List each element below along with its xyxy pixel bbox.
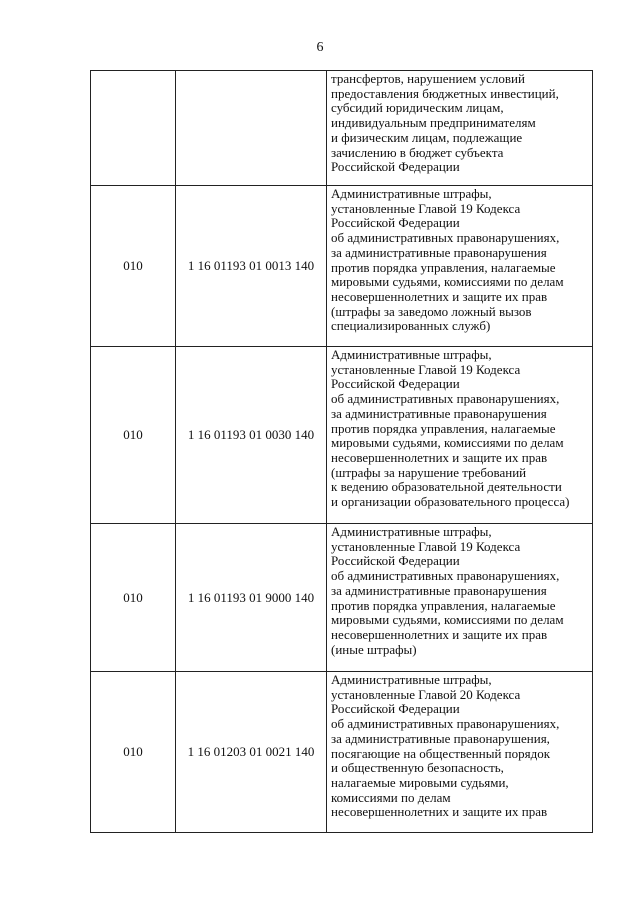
table-row: [91, 347, 593, 524]
revenue-name-cell: Административные штрафы, установленные Главой 19 Кодекса Российской Федерации об административных правонарушениях, за административные правонарушения против порядка управления, налагаемые мировыми судьями, комиссиями по делам несовершеннолетних и защите их прав (иные штрафы): [327, 524, 593, 672]
admin-code-cell: 010: [91, 347, 176, 524]
revenue-name-cell: Административные штрафы, установленные Главой 19 Кодекса Российской Федерации об административных правонарушениях, за административные правонарушения против порядка управления, налагаемые мировыми судьями, комиссиями по делам несовершеннолетних и защите их прав (штрафы за заведомо ложный вызов специализированных служб): [327, 186, 593, 347]
kbk-code-cell: 1 16 01193 01 0030 140: [176, 347, 327, 524]
admin-code-cell: 010: [91, 672, 176, 833]
kbk-code-cell: [176, 71, 327, 186]
admin-code-cell: 010: [91, 524, 176, 672]
kbk-code-cell: 1 16 01203 01 0021 140: [176, 672, 327, 833]
budget-codes-table: [90, 70, 593, 833]
page-number: 6: [316, 40, 324, 55]
revenue-name-cell: трансфертов, нарушением условий предоставления бюджетных инвестиций, субсидий юридическим лицам, индивидуальным предпринимателям и физическим лицам, подлежащие зачислению в бюджет субъекта Российской Федерации: [327, 71, 593, 186]
table-row: [91, 186, 593, 347]
admin-code-cell: 010: [91, 186, 176, 347]
table-row: [91, 71, 593, 186]
revenue-name-cell: Административные штрафы, установленные Главой 19 Кодекса Российской Федерации об административных правонарушениях, за административные правонарушения против порядка управления, налагаемые мировыми судьями, комиссиями по делам несовершеннолетних и защите их прав (штрафы за нарушение требований к ведению образовательной деятельности и организации образовательного процесса): [327, 347, 593, 524]
table-row: [91, 672, 593, 833]
table-row: [91, 524, 593, 672]
kbk-code-cell: 1 16 01193 01 0013 140: [176, 186, 327, 347]
revenue-name-cell: Административные штрафы, установленные Главой 20 Кодекса Российской Федерации об административных правонарушениях, за административные правонарушения, посягающие на общественный порядок и общественную безопасность, налагаемые мировыми судьями, комиссиями по делам несовершеннолетних и защите их прав: [327, 672, 593, 833]
kbk-code-cell: 1 16 01193 01 9000 140: [176, 524, 327, 672]
admin-code-cell: [91, 71, 176, 186]
